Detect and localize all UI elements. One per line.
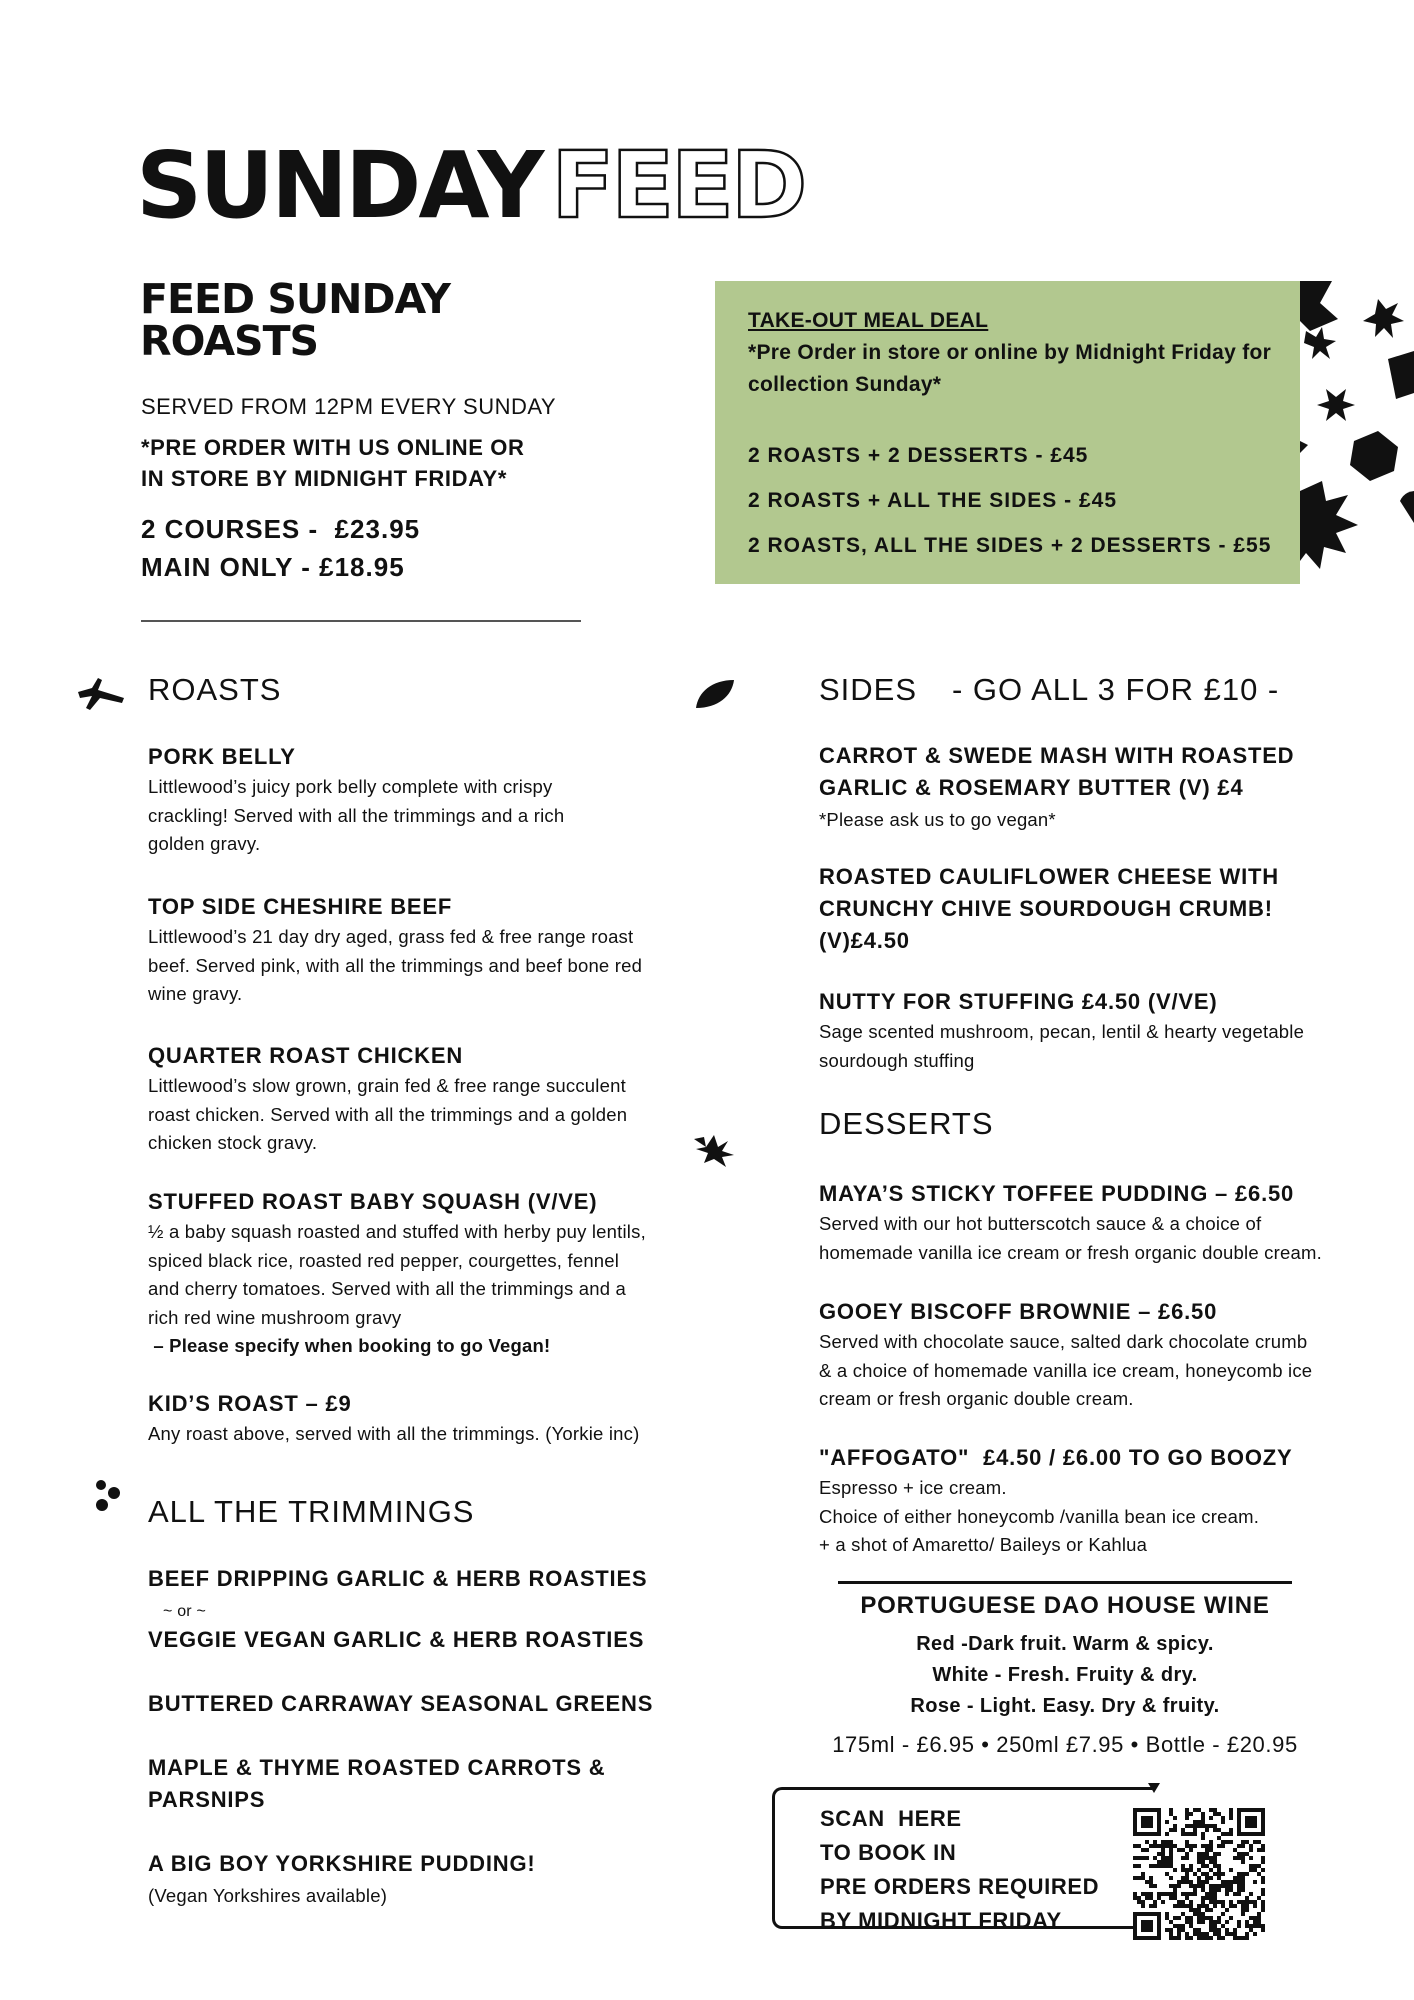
sprig-icon	[692, 1133, 736, 1169]
desc-line: Served with our hot butterscotch sauce & a choice of	[819, 1213, 1262, 1234]
trimming-item: BUTTERED CARRAWAY SEASONAL GREENS	[148, 1691, 654, 1716]
menu-item-name: PORK BELLY	[148, 744, 296, 769]
scan-text	[820, 1802, 1099, 1938]
desc-line: Littlewood’s juicy pork belly complete with crispy	[148, 776, 553, 797]
meal-deal-offer: 2 ROASTS + ALL THE SIDES - £45	[748, 489, 1118, 512]
menu-item-desc	[148, 1072, 688, 1158]
meal-deal-panel	[715, 281, 1317, 584]
side-name-line: NUTTY FOR STUFFING £4.50 (V/VE)	[819, 989, 1218, 1014]
desc-line: Littlewood’s 21 day dry aged, grass fed & free range roast	[148, 926, 634, 947]
trimming-item: VEGGIE VEGAN GARLIC & HERB ROASTIES	[148, 1627, 645, 1652]
desc-line: golden gravy.	[148, 833, 261, 854]
menu-item-desc	[148, 1218, 688, 1361]
decorative-pattern	[1300, 281, 1414, 621]
or-separator: ~ or ~	[163, 1603, 207, 1620]
roasts-section-heading: ROASTS	[148, 672, 282, 707]
side-item	[819, 740, 1349, 835]
side-name-line: CARROT & SWEDE MASH WITH ROASTED	[819, 743, 1295, 768]
desc-line: & a choice of homemade vanilla ice cream, honeycomb ice	[819, 1359, 1313, 1381]
dessert-name: GOOEY BISCOFF BROWNIE – £6.50	[819, 1299, 1218, 1324]
desc-line: wine gravy.	[148, 983, 243, 1004]
desc-line: Sage scented mushroom, pecan, lentil & hearty vegetable	[819, 1021, 1305, 1042]
sides-section-heading: SIDES	[819, 672, 918, 707]
roasts-heading-line1: FEED SUNDAY	[140, 275, 450, 323]
desserts-section-heading: DESSERTS	[819, 1106, 994, 1141]
dots-icon	[90, 1476, 130, 1516]
desc-line: homemade vanilla ice cream or fresh organic double cream.	[819, 1241, 1322, 1263]
wine-rose: Rose - Light. Easy. Dry & fruity.	[910, 1695, 1220, 1717]
dessert-name: MAYA’S STICKY TOFFEE PUDDING – £6.50	[819, 1181, 1295, 1206]
wine-red: Red -Dark fruit. Warm & spicy.	[916, 1633, 1214, 1655]
divider	[838, 1581, 1292, 1584]
scan-line: BY MIDNIGHT FRIDAY	[820, 1908, 1062, 1933]
title-solid: SUNDAY	[136, 132, 542, 239]
desc-line: and cherry tomatoes. Served with all the trimmings and a	[148, 1278, 627, 1299]
dessert-item	[819, 1296, 1349, 1414]
desc-line: Served with chocolate sauce, salted dark chocolate crumb	[819, 1331, 1308, 1352]
menu-item-name: STUFFED ROAST BABY SQUASH (V/VE)	[148, 1189, 598, 1214]
desc-line: chicken stock gravy.	[148, 1132, 318, 1153]
meal-deal-offer: 2 ROASTS, ALL THE SIDES + 2 DESSERTS - £55	[748, 534, 1272, 557]
meal-deal-offer: 2 ROASTS + 2 DESSERTS - £45	[748, 444, 1089, 467]
desc-line: crackling! Served with all the trimmings and a rich	[148, 804, 565, 826]
vegan-note: – Please specify when booking to go Vegan!	[148, 1335, 551, 1356]
menu-item-desc	[148, 773, 688, 859]
side-note: *Please ask us to go vegan*	[819, 809, 1056, 830]
side-item	[819, 986, 1349, 1075]
trimmings-section-heading: ALL THE TRIMMINGS	[148, 1494, 475, 1529]
trimming-line: MAPLE & THYME ROASTED CARROTS &	[148, 1755, 606, 1780]
price-courses: 2 COURSES - £23.95	[141, 514, 421, 544]
meal-deal-note-line2: collection Sunday*	[748, 373, 942, 396]
desc-line: roast chicken. Served with all the trimmings and a golden	[148, 1103, 628, 1125]
scan-line: SCAN HERE	[820, 1806, 962, 1831]
served-time: SERVED FROM 12PM EVERY SUNDAY	[141, 394, 557, 419]
menu-item	[148, 891, 688, 1009]
desc-line: ½ a baby squash roasted and stuffed with herby puy lentils,	[148, 1221, 646, 1242]
trimming-item	[148, 1752, 688, 1816]
menu-item	[148, 1040, 688, 1158]
divider	[141, 620, 581, 622]
desc-line: Littlewood’s slow grown, grain fed & free range succulent	[148, 1075, 626, 1096]
roasts-heading-line2: ROASTS	[140, 317, 319, 365]
page-title	[136, 132, 805, 239]
side-name-line: GARLIC & ROSEMARY BUTTER (V) £4	[819, 775, 1244, 800]
desc-line: Any roast above, served with all the trimmings. (Yorkie inc)	[148, 1423, 640, 1444]
price-main: MAIN ONLY - £18.95	[141, 552, 405, 582]
scan-line: TO BOOK IN	[820, 1840, 957, 1865]
menu-item-name: KID’S ROAST – £9	[148, 1391, 352, 1416]
scan-line: PRE ORDERS REQUIRED	[820, 1874, 1100, 1899]
side-name-line: (V)£4.50	[819, 928, 910, 953]
desc-line: rich red wine mushroom gravy	[148, 1306, 402, 1328]
leaf-icon	[694, 678, 736, 710]
menu-item	[148, 1388, 688, 1449]
desc-line: + a shot of Amaretto/ Baileys or Kahlua	[819, 1534, 1148, 1555]
dessert-item	[819, 1178, 1349, 1267]
menu-item-desc	[148, 923, 688, 1009]
meal-deal-title: TAKE-OUT MEAL DEAL	[748, 309, 989, 332]
desc-line: beef. Served pink, with all the trimmings and beef bone red	[148, 954, 643, 976]
meal-deal-note-line1: *Pre Order in store or online by Midnight Friday for	[748, 341, 1272, 364]
qr-code-icon[interactable]	[1133, 1808, 1265, 1940]
dessert-item	[819, 1442, 1349, 1560]
wine-white: White - Fresh. Fruity & dry.	[932, 1664, 1198, 1686]
title-outline: FEED	[551, 132, 805, 239]
preorder-line1: *PRE ORDER WITH US ONLINE OR	[141, 435, 525, 460]
side-item	[819, 861, 1349, 957]
preorder-note	[141, 432, 524, 494]
desc-line: Choice of either honeycomb /vanilla bean ice cream.	[819, 1505, 1260, 1527]
menu-item-name: QUARTER ROAST CHICKEN	[148, 1043, 464, 1068]
desc-line: spiced black rice, roasted red pepper, courgettes, fennel	[148, 1249, 620, 1271]
wine-title: PORTUGUESE DAO HOUSE WINE	[860, 1592, 1270, 1619]
desc-line: sourdough stuffing	[819, 1049, 975, 1071]
menu-item	[148, 1186, 688, 1361]
trimming-line: PARSNIPS	[148, 1787, 266, 1812]
wine-prices: 175ml - £6.95 • 250ml £7.95 • Bottle - £20.95	[832, 1732, 1298, 1757]
trimming-note: (Vegan Yorkshires available)	[148, 1885, 388, 1906]
dessert-name: "AFFOGATO" £4.50 / £6.00 TO GO BOOZY	[819, 1445, 1293, 1470]
trimming-item: BEEF DRIPPING GARLIC & HERB ROASTIES	[148, 1566, 648, 1591]
menu-item	[148, 741, 688, 859]
side-name-line: ROASTED CAULIFLOWER CHEESE WITH	[819, 864, 1279, 889]
desc-line: Espresso + ice cream.	[819, 1477, 1007, 1498]
trimming-item: A BIG BOY YORKSHIRE PUDDING!	[148, 1851, 536, 1876]
roasts-heading	[140, 275, 450, 365]
branch-icon	[76, 676, 126, 714]
arrow-icon	[1148, 1781, 1160, 1795]
preorder-line2: IN STORE BY MIDNIGHT FRIDAY*	[141, 466, 507, 491]
set-prices	[141, 510, 420, 586]
side-name-line: CRUNCHY CHIVE SOURDOUGH CRUMB!	[819, 896, 1273, 921]
menu-item-desc	[148, 1420, 688, 1449]
menu-item-name: TOP SIDE CHESHIRE BEEF	[148, 894, 453, 919]
sides-offer: - GO ALL 3 FOR £10 -	[952, 672, 1280, 707]
desc-line: cream or fresh organic double cream.	[819, 1388, 1134, 1409]
